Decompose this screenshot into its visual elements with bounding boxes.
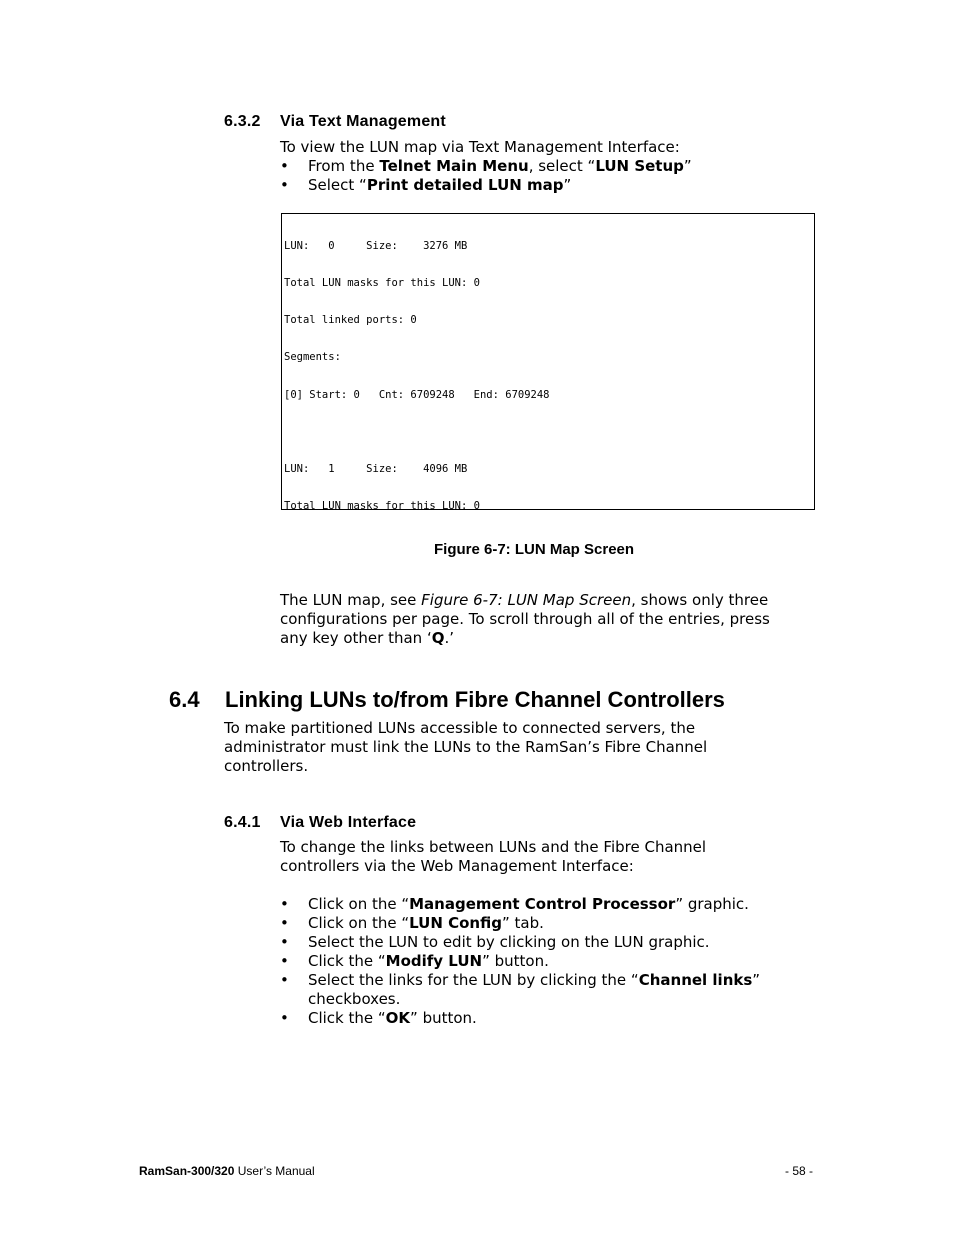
section-title: Via Web Interface <box>280 814 417 831</box>
terminal-line: Total linked ports: 0 <box>284 314 417 327</box>
list-item: • Select “Print detailed LUN map” <box>280 176 840 195</box>
section-heading-6-4 <box>169 687 725 713</box>
list-item: • Click the “OK” button. <box>280 1009 840 1028</box>
list-item: • From the Telnet Main Menu, select “LUN Setup” <box>280 157 840 176</box>
section-heading-6-4-1 <box>224 814 416 832</box>
terminal-line: Segments: <box>284 351 341 364</box>
figure-reference: Figure 6-7: LUN Map Screen <box>421 591 632 609</box>
footer-product: RamSan-300/320 <box>139 1164 235 1178</box>
list-item: • Click the “Modify LUN” button. <box>280 952 840 971</box>
section-heading-6-3-2 <box>224 113 446 131</box>
footer-manual-title <box>139 1164 315 1178</box>
section-title: Linking LUNs to/from Fibre Channel Controllers <box>225 687 725 712</box>
section-6-4-paragraph: To make partitioned LUNs accessible to connected servers, the administrator must link the LUNs to the RamSan’s Fibre Channel controllers. <box>224 719 708 775</box>
terminal-line: Total LUN masks for this LUN: 0 <box>284 500 480 510</box>
section-intro: To view the LUN map via Text Management Interface: <box>280 138 680 156</box>
section-number: 6.4 <box>169 687 200 712</box>
section-number: 6.4.1 <box>224 814 261 831</box>
section-number: 6.3.2 <box>224 113 261 130</box>
bullet-list-text-management <box>280 157 840 195</box>
lun-map-paragraph: The LUN map, see Figure 6-7: LUN Map Screen, shows only three configurations per page. To scroll through all of the entries, press any key other than ‘Q.’ <box>280 591 770 647</box>
terminal-line <box>284 426 812 438</box>
list-item: • Click on the “LUN Config” tab. <box>280 914 840 933</box>
section-title: Via Text Management <box>280 113 446 130</box>
bullet-list-web-interface <box>280 895 840 1028</box>
lun-map-terminal-screen <box>281 213 815 510</box>
terminal-line: LUN: 1 Size: 4096 MB <box>284 463 468 476</box>
footer-manual: User’s Manual <box>234 1164 315 1178</box>
terminal-line: LUN: 0 Size: 3276 MB <box>284 239 468 252</box>
terminal-line: [0] Start: 0 Cnt: 6709248 End: 6709248 <box>284 388 550 401</box>
figure-caption: Figure 6-7: LUN Map Screen <box>434 541 635 558</box>
page-number: - 58 - <box>785 1164 814 1178</box>
section-6-4-1-intro: To change the links between LUNs and the Fibre Channel controllers via the Web Management Interface: <box>280 838 707 875</box>
list-item: • Click on the “Management Control Processor” graphic. <box>280 895 840 914</box>
list-item: • Select the LUN to edit by clicking on the LUN graphic. <box>280 933 840 952</box>
list-item: • Select the links for the LUN by clicking the “Channel links” checkboxes. <box>280 971 840 1009</box>
terminal-line: Total LUN masks for this LUN: 0 <box>284 277 480 290</box>
